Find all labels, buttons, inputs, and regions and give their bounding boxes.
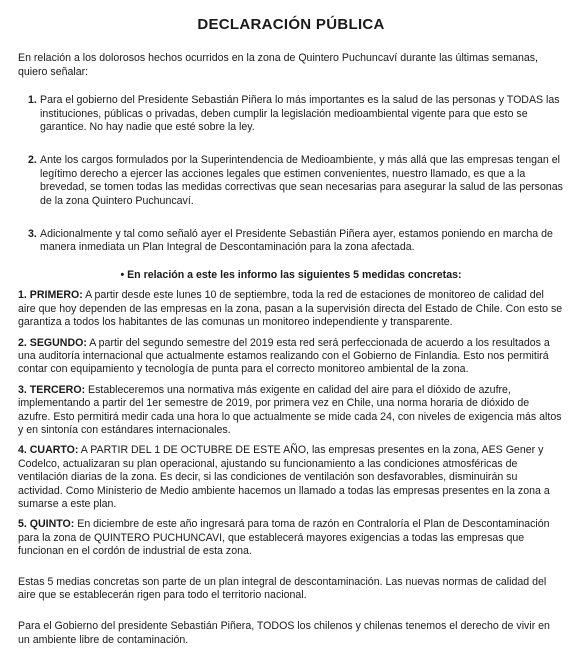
measure-3	[18, 384, 564, 438]
measure-text: A partir desde este lunes 10 de septiembre, toda la red de estaciones de monitoreo de calidad del aire que hoy dependen de las empresas en la zona, pasan a la supervisión directa del Estado de Chile. Con esto se garantiza a todos los habitantes de las comunas un monitoreo independiente y transparente.	[18, 289, 563, 329]
numbered-point-2	[28, 154, 564, 208]
measure-label: 4. CUARTO:	[18, 444, 79, 457]
point-number: 2.	[28, 154, 37, 167]
closing-paragraph-1: Estas 5 medias concretas son parte de un plan integral de descontaminación. Las nuevas normas de calidad del aire que se establecerán rigen para todo el territorio nacional.	[18, 575, 547, 601]
measure-label: 5. QUINTO:	[18, 518, 75, 531]
measure-text: En diciembre de este año ingresará para toma de razón en Contraloría el Plan de Descontaminación para la zona de QUINTERO PUCHUNCAVI, que establecerá mayores exigencias a todas las empresas que funcionan en el cordón de industrial de esta zona.	[18, 518, 550, 558]
point-text: Adicionalmente y tal como señaló ayer el Presidente Sebastián Piñera ayer, estamos poniendo en marcha de manera inmediata un Plan Integral de Descontaminación para la zona afectada.	[40, 228, 553, 254]
point-text: Para el gobierno del Presidente Sebastián Piñera lo más importantes es la salud de las personas y TODAS las instituciones, públicas o privadas, deben cumplir la legislación medioambiental vigente para que esto se garantice. No hay nadie que esté sobre la ley.	[40, 94, 560, 134]
intro-paragraph: En relación a los dolorosos hechos ocurridos en la zona de Quintero Puchuncaví durante las últimas semanas, quiero señalar:	[18, 52, 538, 78]
measures-heading: • En relación a este les informo las siguientes 5 medidas concretas:	[120, 268, 462, 281]
measure-label: 1. PRIMERO:	[18, 289, 83, 302]
measure-label: 3. TERCERO:	[18, 383, 86, 396]
numbered-point-1	[28, 94, 564, 134]
measure-text: A PARTIR DEL 1 DE OCTUBRE DE ESTE AÑO, las empresas presentes en la zona, AES Gener y Codelco, actualizaran su plan operacional, ajustando su funcionamiento a las condiciones atmosféricas de ventilación diarias de la zona. Es decir, si las condiciones de ventilación son desfavorables, disminuirán su actividad. Como Ministerio de Medio ambiente hacemos un llamado a todas las empresas presentes en la zona a sumarse a este plan.	[18, 444, 550, 510]
closing-paragraph-2: Para el Gobierno del presidente Sebastián Piñera, TODOS los chilenos y chilenas tenemos el derecho de vivir en un ambiente libre de contaminación.	[18, 620, 550, 646]
point-number: 3.	[28, 228, 37, 241]
measure-4	[18, 444, 564, 511]
point-text: Ante los cargos formulados por la Superintendencia de Medioambiente, y más allá que las empresas tengan el legítimo derecho a ejercer las acciones legales que estimen convenientes, nuestro llamado, es que a la brevedad, se tomen todas las medidas correctivas que sean necesarias para asegurar la salud de las personas de la zona Quintero Puchuncaví.	[40, 154, 563, 207]
numbered-point-3	[28, 228, 564, 255]
measure-text: Estableceremos una normativa más exigente en calidad del aire para el dióxido de azufre, implementando a partir del 1er semestre de 2019, por primera vez en Chile, una norma horaria de dióxido de azufre. Esto permitirá medir cada una hora lo que actualmente se mide cada 24, con niveles de exigencia más altos y en sintonía con estándares internacionales.	[18, 383, 562, 436]
measure-text: A partir del segundo semestre del 2019 esta red será perfeccionada de acuerdo a los resultados a una auditoría internacional que actualmente estamos realizando con el Gobierno de Finlandia. Esto nos permitirá contar con equipamiento y tecnología de punta para el correcto monitoreo ambiental de la zona.	[18, 336, 550, 376]
measure-5	[18, 518, 564, 558]
point-number: 1.	[28, 94, 37, 107]
document-title: DECLARACIÓN PÚBLICA	[197, 16, 385, 33]
measure-2	[18, 337, 564, 377]
measure-1	[18, 289, 564, 329]
measure-label: 2. SEGUNDO:	[18, 336, 87, 349]
